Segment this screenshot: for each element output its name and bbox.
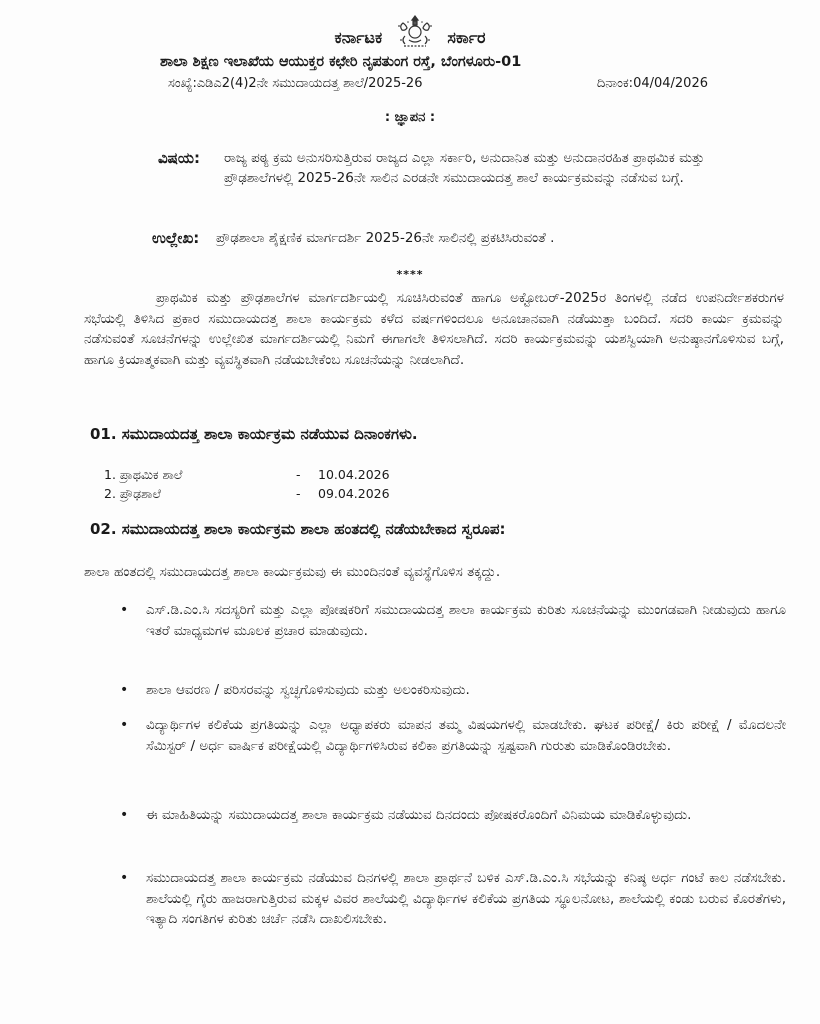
list-item-text: ಶಾಲಾ ಆವರಣ / ಪರಿಸರವನ್ನು ಸ್ವಚ್ಛಗೊಳಿಸುವುದು ಮತ್ತು ಅಲಂಕರಿಸುವುದು. (146, 682, 470, 698)
list-item-text: ವಿದ್ಯಾರ್ಥಿಗಳ ಕಲಿಕೆಯ ಪ್ರಗತಿಯನ್ನು ಎಲ್ಲಾ ಅಧ್ಯಾಪಕರು ಮಾಪನ ತಮ್ಮ ವಿಷಯಗಳಲ್ಲಿ ಮಾಡಬೇಕು. ಘಟಕ ಪರೀಕ್ಷೆ/ ಕಿರು ಪರೀಕ್ಷೆ / ಮೊದಲನೇ ಸೆಮಿಸ್ಟರ್ / ಅರ್ಧ ವಾರ್ಷಿಕ ಪರೀಕ್ಷೆಯಲ್ಲಿ ವಿದ್ಯಾರ್ಥಿಗಳಿಸಿರುವ ಕಲಿಕಾ ಪ್ರಗತಿಯನ್ನು ಸ್ಪಷ್ಟವಾಗಿ ಗುರುತು ಮಾಡಿಕೊಂಡಿರಬೇಕು. (146, 717, 786, 754)
program-date: 10.04.2026 (318, 467, 390, 482)
intro-paragraph: ಪ್ರಾಥಮಿಕ ಮತ್ತು ಪ್ರೌಢಶಾಲೆಗಳ ಮಾರ್ಗದರ್ಶಿಯಲ್ಲಿ ಸೂಚಿಸಿರುವಂತೆ ಹಾಗೂ ಅಕ್ಟೋಬರ್-2025ರ ತಿಂಗಳಲ್ಲಿ ನಡೆದ ಉಪನಿರ್ದೇಶಕರುಗಳ ಸಭೆಯಲ್ಲಿ ತಿಳಿಸಿದ ಪ್ರಕಾರ ಸಮುದಾಯದತ್ತ ಶಾಲಾ ಕಾರ್ಯಕ್ರಮ ಕಳೆದ ವರ್ಷಗಳಿಂದಲೂ ಅನೂಚಾನವಾಗಿ ನಡೆಯುತ್ತಾ ಬಂದಿದೆ. ಸದರಿ ಕಾರ್ಯ ಕ್ರಮವನ್ನು ನಡೆಸುವಂತೆ ಸೂಚನೆಗಳನ್ನು ಉಲ್ಲೇಖಿತ ಮಾರ್ಗದರ್ಶಿಯಲ್ಲಿ ನಿಮಗೆ ಈಗಾಗಲೇ ತಿಳಿಸಲಾಗಿದೆ. ಸದರಿ ಕಾರ್ಯಕ್ರಮವನ್ನು ಯಶಸ್ವಿಯಾಗಿ ಅನುಷ್ಠಾನಗೊಳಿಸುವ ಬಗ್ಗೆ, ಹಾಗೂ ಕ್ರಿಯಾತ್ಮಕವಾಗಿ ಮತ್ತು ವ್ಯವಸ್ಥಿತವಾಗಿ ನಡೆಯಬೇಕೆಂಬ ಸೂಚನೆಯನ್ನು ನೀಡಲಾಗಿದೆ. (84, 290, 784, 368)
letterhead-title (0, 14, 820, 48)
issue-date: ದಿನಾಂಕ:04/04/2026 (596, 76, 708, 91)
bullet-icon: • (120, 870, 129, 886)
reference-text: ಪ್ರೌಢಶಾಲಾ ಶೈಕ್ಷಣಿಕ ಮಾರ್ಗದರ್ಶಿ 2025-26ನೇ ಸಾಲಿನಲ್ಲಿ ಪ್ರಕಟಿಸಿರುವಂತೆ . (216, 230, 555, 246)
separator: **** (396, 268, 424, 281)
list-item-text: ಈ ಮಾಹಿತಿಯನ್ನು ಸಮುದಾಯದತ್ತ ಶಾಲಾ ಕಾರ್ಯಕ್ರಮ ನಡೆಯುವ ದಿನದಂದು ಪೋಷಕರೊಂದಿಗೆ ವಿನಿಮಯ ಮಾಡಿಕೊಳ್ಳುವುದು. (146, 807, 692, 823)
office-address: ಶಾಲಾ ಶಿಕ್ಷಣ ಇಲಾಖೆಯ ಆಯುಕ್ತರ ಕಛೇರಿ ನೃಪತುಂಗ ರಸ್ತೆ, ಬೆಂಗಳೂರು-01 (160, 54, 522, 70)
reference-number: ಸಂಖ್ಯೆ:ಎಡಿಎ2(4)2ನೇ ಸಮುದಾಯದತ್ತ ಶಾಲೆ/2025-26 (168, 76, 423, 91)
bullet-icon: • (120, 717, 129, 733)
program-date: 09.04.2026 (318, 486, 390, 501)
section-2-lead: ಶಾಲಾ ಹಂತದಲ್ಲಿ ಸಮುದಾಯದತ್ತ ಶಾಲಾ ಕಾರ್ಯಕ್ರಮವು ಈ ಮುಂದಿನಂತೆ ವ್ಯವಸ್ಥೆಗೊಳಿಸ ತಕ್ಕದ್ದು. (84, 564, 501, 580)
bullet-icon: • (120, 807, 129, 823)
karnataka-emblem-icon (396, 14, 434, 48)
bullet-icon: • (120, 682, 129, 698)
program-dates (104, 465, 504, 503)
bullet-icon: • (120, 602, 129, 618)
dash: - (296, 486, 301, 501)
subject-label: ವಿಷಯ: (158, 149, 200, 167)
dash: - (296, 467, 301, 482)
section-2-heading: 02. ಸಮುದಾಯದತ್ತ ಶಾಲಾ ಕಾರ್ಯಕ್ರಮ ಶಾಲಾ ಹಂತದಲ್ಲಿ ನಡೆಯಬೇಕಾದ ಸ್ವರೂಪ: (90, 520, 506, 538)
state-name-left: ಕರ್ನಾಟಕ (334, 28, 383, 47)
school-type: 2. ಪ್ರೌಢಶಾಲೆ (104, 486, 161, 501)
list-item-text: ಸಮುದಾಯದತ್ತ ಶಾಲಾ ಕಾರ್ಯಕ್ರಮ ನಡೆಯುವ ದಿನಗಳಲ್ಲಿ ಶಾಲಾ ಪ್ರಾರ್ಥನೆ ಬಳಿಕ ಎಸ್.ಡಿ.ಎಂ.ಸಿ ಸಭೆಯನ್ನು ಕನಿಷ್ಠ ಅರ್ಧ ಗಂಟೆ ಕಾಲ ನಡೆಸಬೇಕು. ಶಾಲೆಯಲ್ಲಿ ಗೈರು ಹಾಜರಾಗುತ್ತಿರುವ ಮಕ್ಕಳ ವಿವರ ಶಾಲೆಯಲ್ಲಿ ವಿದ್ಯಾರ್ಥಿಗಳ ಕಲಿಕೆಯ ಪ್ರಗತಿಯ ಸ್ಥೂಲನೋಟ, ಶಾಲೆಯಲ್ಲಿ ಕಂಡು ಬರುವ ಕೊರತೆಗಳು, ಇತ್ಯಾದಿ ಸಂಗತಿಗಳ ಕುರಿತು ಚರ್ಚೆ ನಡೆಸಿ ದಾಖಲಿಸಬೇಕು. (146, 870, 786, 927)
date-row-primary (104, 465, 504, 484)
subject-text: ರಾಜ್ಯ ಪಠ್ಯ ಕ್ರಮ ಅನುಸರಿಸುತ್ತಿರುವ ರಾಜ್ಯದ ಎಲ್ಲಾ ಸರ್ಕಾರಿ, ಅನುದಾನಿತ ಮತ್ತು ಅನುದಾನರಹಿತ ಪ್ರಾಥಮಿಕ ಮತ್ತು ಪ್ರೌಢಶಾಲೆಗಳಲ್ಲಿ 2025-26ನೇ ಸಾಲಿನ ಎರಡನೇ ಸಮುದಾಯದತ್ತ ಶಾಲೆ ಕಾರ್ಯಕ್ರಮವನ್ನು ನಡೆಸುವ ಬಗ್ಗೆ. (224, 150, 705, 186)
state-name-right: ಸರ್ಕಾರ (447, 28, 486, 47)
list-item-text: ಎಸ್.ಡಿ.ಎಂ.ಸಿ ಸದಸ್ಯರಿಗೆ ಮತ್ತು ಎಲ್ಲಾ ಪೋಷಕರಿಗೆ ಸಮುದಾಯದತ್ತ ಶಾಲಾ ಕಾರ್ಯಕ್ರಮ ಕುರಿತು ಸೂಚನೆಯನ್ನು ಮುಂಗಡವಾಗಿ ನೀಡುವುದು ಹಾಗೂ ಇತರೆ ಮಾಧ್ಯಮಗಳ ಮೂಲಕ ಪ್ರಚಾರ ಮಾಡುವುದು. (146, 602, 786, 639)
section-1-heading: 01. ಸಮುದಾಯದತ್ತ ಶಾಲಾ ಕಾರ್ಯಕ್ರಮ ನಡೆಯುವ ದಿನಾಂಕಗಳು. (90, 425, 418, 443)
reference-label: ಉಲ್ಲೇಖ: (152, 229, 200, 247)
notice-title: : ಜ್ಞಾಪನ : (384, 110, 436, 125)
school-type: 1. ಪ್ರಾಥಮಿಕ ಶಾಲೆ (104, 467, 183, 482)
date-row-high-school (104, 484, 504, 503)
